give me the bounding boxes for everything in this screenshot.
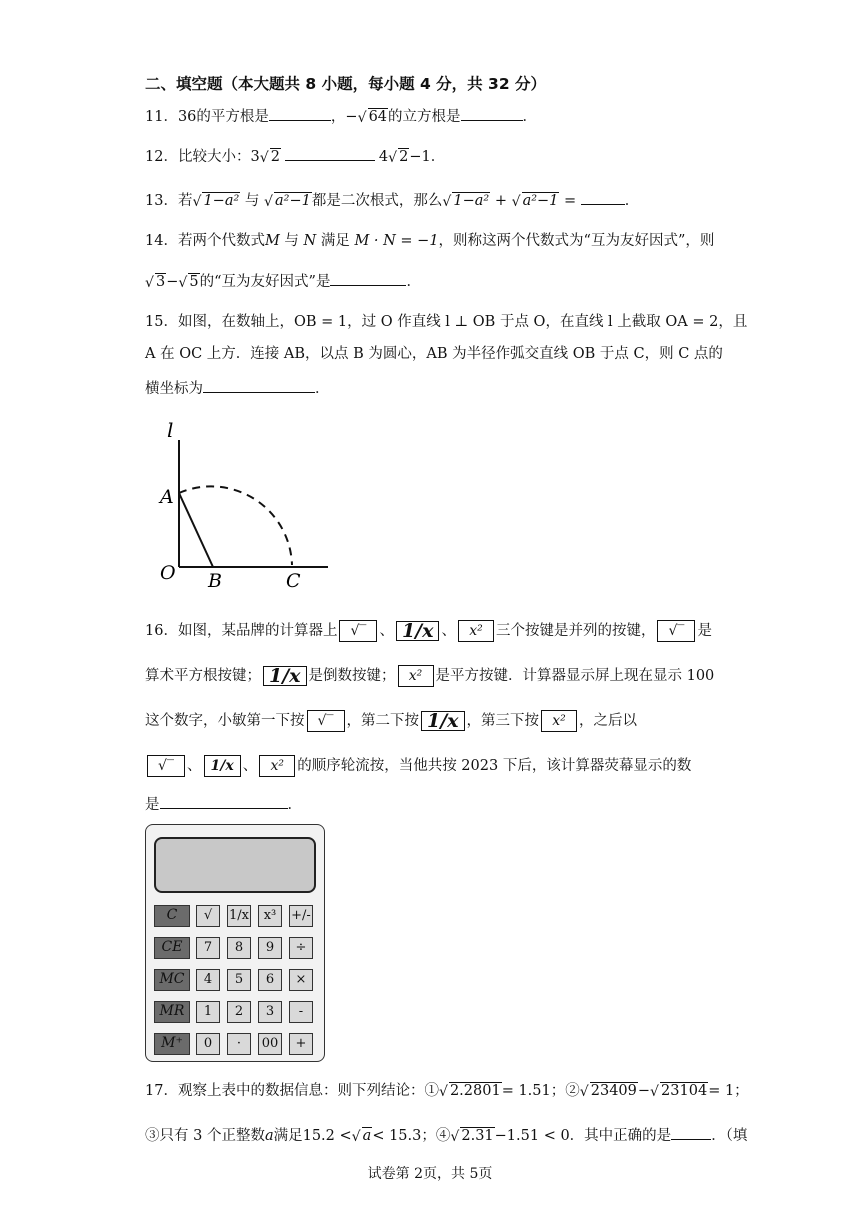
q13-blank[interactable] (581, 190, 625, 205)
calc-key: √ (196, 905, 220, 927)
q16-text-1: 16．如图，某品牌的计算器上 (145, 623, 338, 639)
q16-blank[interactable] (160, 794, 288, 809)
segment-ab (179, 493, 213, 567)
q12-right-coef: 4 (378, 149, 389, 165)
q17-text-1: 17．观察上表中的数据信息：则下列结论：① (145, 1083, 439, 1099)
q16-sep-4: 、 (242, 758, 258, 774)
q13-radical-2: √ a²−1 (264, 193, 311, 210)
q14-and: 与 (284, 233, 299, 249)
question-13 (145, 190, 639, 211)
q17-radical-3: √ 23104 (650, 1083, 708, 1100)
q13-radicand-3: 1−a² (453, 193, 490, 209)
question-11 (145, 106, 537, 127)
question-17-line-2 (145, 1125, 747, 1146)
q17-radical-5: √ 2.31 (450, 1128, 494, 1145)
q17-blank[interactable] (671, 1125, 711, 1140)
question-15-line-1: 15．如图，在数轴上，OB = 1，过 O 作直线 l ⊥ OB 于点 O，在直线 l 上截取 OA = 2，且 (145, 314, 748, 330)
calc-key: × (289, 969, 313, 991)
q14-end: ． (406, 274, 421, 290)
q13-and: 与 (244, 193, 260, 209)
question-12 (145, 146, 445, 167)
calc-key: + (289, 1033, 313, 1055)
reciprocal-key-icon: 1/x (263, 666, 307, 686)
q17-radicand-4: a (362, 1128, 372, 1144)
square-key-icon: x² (541, 710, 577, 732)
q17-radicand-5: 2.31 (461, 1128, 494, 1144)
q15-text: 横坐标为 (145, 381, 203, 397)
q11-radicand: 64 (368, 109, 388, 125)
section-title: 二、填空题（本大题共 8 小题，每小题 4 分，共 32 分） (145, 75, 547, 93)
calc-key: 3 (258, 1001, 282, 1023)
calc-key: 8 (227, 937, 251, 959)
q17-text-6: −1.51 < 0．其中正确的是 (494, 1128, 672, 1144)
q14-var-m: M (264, 233, 280, 249)
question-16-line-1 (145, 620, 712, 642)
number-line-figure (150, 415, 340, 595)
question-16-line-2 (145, 665, 714, 687)
reciprocal-key-icon: 1/x (421, 711, 465, 731)
calc-key: 4 (196, 969, 220, 991)
q17-text-2: = 1.51；② (501, 1083, 580, 1099)
q12-text: 比较大小： (177, 149, 251, 165)
q17-radicand-2: 23409 (590, 1083, 637, 1099)
q17-text-4: ③只有 3 个正整数 (145, 1128, 265, 1144)
q13-text-2: 都是二次根式，那么 (311, 193, 443, 209)
q17-radicand-1: 2.2801 (449, 1083, 501, 1099)
q17-radical-4: √ a (351, 1128, 372, 1145)
q12-left-radical: √ 2 (259, 149, 280, 166)
calc-key: 7 (196, 937, 220, 959)
reciprocal-key-icon: 1/x (396, 621, 440, 641)
label-o: O (160, 562, 176, 584)
calc-key: 0 (196, 1033, 220, 1055)
square-key-icon: x² (259, 755, 295, 777)
square-key-icon: x² (458, 620, 494, 642)
reciprocal-key-icon: 1/x (204, 755, 241, 777)
calc-key: x³ (258, 905, 282, 927)
calc-key: ÷ (289, 937, 313, 959)
q16-text-10: ，之后以 (579, 713, 637, 729)
q15-end: ． (315, 381, 330, 397)
q11-text: 36的平方根是 (177, 109, 269, 125)
label-l: l (167, 418, 174, 442)
calc-key: 00 (258, 1033, 282, 1055)
q11-radical: √ 64 (357, 109, 388, 126)
q13-radical-1: √ 1−a² (192, 193, 240, 210)
q13-radicand-2: a²−1 (275, 193, 311, 209)
q11-blank-1[interactable] (269, 106, 331, 121)
calculator-screen (154, 837, 316, 893)
calc-key: - (289, 1001, 313, 1023)
q16-text-11: 的顺序轮流按，当他共按 2023 下后，该计算器荧幕显示的数 (297, 758, 692, 774)
q13-radicand-4: a²−1 (522, 193, 559, 209)
calc-key: MR (154, 1001, 190, 1023)
sqrt-key-icon: √‾ (307, 710, 345, 732)
q13-text: 若 (177, 193, 193, 209)
question-16-line-3 (145, 710, 637, 732)
q14-number: 14． (145, 233, 178, 249)
q11-minus: − (345, 109, 358, 125)
q14-text-4: 的“互为友好因式”是 (199, 274, 331, 290)
q13-radical-4: √ a²−1 (511, 193, 559, 210)
q15-blank[interactable] (203, 378, 315, 393)
q16-text-2: 三个按键是并列的按键， (495, 623, 656, 639)
question-17-line-1 (145, 1081, 749, 1101)
q11-number: 11． (145, 109, 178, 125)
q17-ineq-left: 15.2 < (302, 1128, 352, 1144)
square-key-icon: x² (398, 665, 434, 687)
calculator-figure (145, 824, 325, 1062)
q14-radicand-1: 3 (156, 274, 166, 290)
q16-text-4: 算术平方根按键； (145, 668, 261, 684)
calc-key: · (227, 1033, 251, 1055)
q11-text-2: 的立方根是 (388, 109, 461, 125)
q17-radical-1: √ 2.2801 (438, 1083, 501, 1100)
q16-text-9: ，第三下按 (466, 713, 539, 729)
q12-left-coef: 3 (250, 149, 260, 165)
q17-text-5: 满足 (273, 1128, 303, 1144)
label-a: A (160, 486, 174, 508)
calc-key: 9 (258, 937, 282, 959)
q16-sep-2: 、 (441, 623, 456, 639)
q17-text-3: = 1； (708, 1083, 749, 1099)
q16-text-7: 这个数字，小敏第一下按 (145, 713, 305, 729)
q14-var-n: N (303, 233, 317, 249)
q16-text-3: 是 (697, 623, 712, 639)
q14-blank[interactable] (330, 271, 406, 286)
q17-minus: − (637, 1083, 651, 1099)
calc-key: M⁺ (154, 1033, 190, 1055)
question-15-line-2: A 在 OC 上方．连接 AB，以点 B 为圆心，AB 为半径作弧交直线 OB 于点 C，则 C 点的 (145, 346, 723, 362)
q13-radicand-1: 1−a² (203, 193, 240, 209)
question-14-line-2 (145, 271, 421, 292)
q14-radical-1: √ 3 (145, 274, 166, 291)
q17-text-7: ．（填 (711, 1128, 748, 1144)
q14-radicand-2: 5 (189, 274, 199, 290)
q16-end: ． (287, 797, 302, 813)
q12-end: ． (430, 149, 446, 165)
q12-right-radical: √ 2 (388, 149, 409, 166)
q14-expression: M · N = −1 (354, 233, 439, 249)
q17-radicand-3: 23104 (661, 1083, 708, 1099)
question-16-line-5 (145, 794, 302, 815)
q14-radical-2: √ 5 (178, 274, 199, 291)
calc-key: 6 (258, 969, 282, 991)
q17-radical-2: √ 23409 (579, 1083, 637, 1100)
q11-comma: ， (330, 109, 346, 125)
calc-key: +/- (289, 905, 313, 927)
calc-key: CE (154, 937, 190, 959)
q16-text-6: 是平方按键．计算器显示屏上现在显示 100 (435, 668, 715, 684)
q16-text-8: ，第二下按 (346, 713, 419, 729)
q14-text-3: ，则称这两个代数式为“互为友好因式”，则 (438, 233, 715, 249)
q13-equals: = (564, 193, 577, 209)
arc-ac (179, 486, 292, 565)
calc-key: 1 (196, 1001, 220, 1023)
q12-left-radicand: 2 (270, 149, 280, 165)
q12-right-minus-one: −1 (409, 149, 431, 165)
q16-sep-1: 、 (379, 623, 394, 639)
q16-text-5: 是倒数按键； (308, 668, 396, 684)
calc-key: 1/x (227, 905, 251, 927)
sqrt-key-icon: √‾ (657, 620, 695, 642)
sqrt-key-icon: √‾ (147, 755, 185, 777)
q16-sep-3: 、 (187, 758, 202, 774)
q13-end: ． (624, 193, 640, 209)
q13-number: 13． (145, 193, 178, 209)
q14-text-2: 满足 (320, 233, 350, 249)
calc-key: C (154, 905, 190, 927)
q13-radical-3: √ 1−a² (442, 193, 490, 210)
label-b: B (208, 570, 222, 592)
q12-number: 12． (145, 149, 178, 165)
calc-key: 2 (227, 1001, 251, 1023)
q17-ineq-right: < 15.3；④ (372, 1128, 451, 1144)
q12-blank[interactable] (285, 146, 375, 161)
q11-end: ． (522, 109, 538, 125)
question-14 (145, 231, 714, 251)
calc-key: MC (154, 969, 190, 991)
calc-key: 5 (227, 969, 251, 991)
q11-blank-2[interactable] (461, 106, 523, 121)
page-footer: 试卷第 2页，共 5页 (367, 1166, 493, 1182)
q13-plus: + (494, 193, 507, 209)
q14-text: 若两个代数式 (177, 233, 265, 249)
sqrt-key-icon: √‾ (339, 620, 377, 642)
q14-minus: − (166, 274, 179, 290)
q17-var-a: a (264, 1128, 274, 1144)
question-15-line-3 (145, 378, 330, 399)
question-16-line-4 (145, 755, 691, 777)
q16-text-12: 是 (145, 797, 160, 813)
label-c: C (286, 570, 301, 592)
q12-right-radicand: 2 (399, 149, 409, 165)
